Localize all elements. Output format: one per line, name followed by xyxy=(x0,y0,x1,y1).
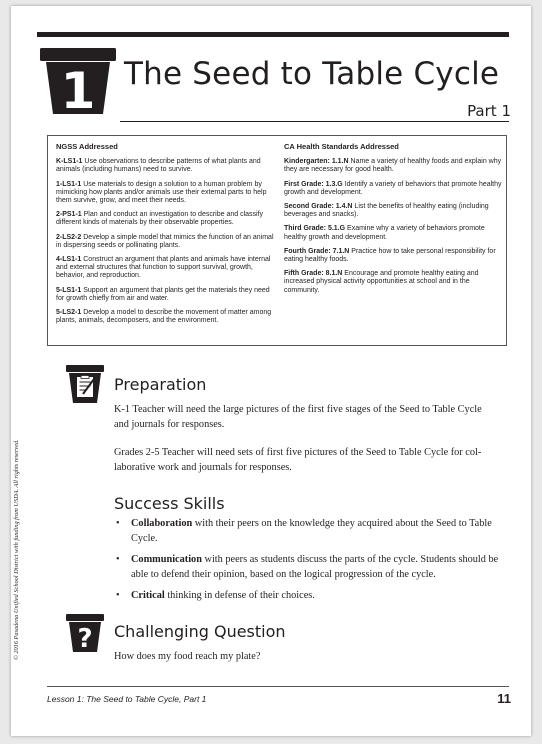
ngss-item: 4-LS1-1 Construct an argument that plants and animals have internal and external structures that function to support survival, growth, behavior, and reproduction. xyxy=(56,256,271,280)
ca-item: Fourth Grade: 7.1.N Practice how to take personal responsibility for eating healthy foods. xyxy=(284,247,496,264)
success-skills-heading: Success Skills xyxy=(114,494,225,513)
pot-clipboard-icon xyxy=(66,365,104,403)
lesson-part: Part 1 xyxy=(467,102,511,120)
challenging-question-heading: Challenging Question xyxy=(114,622,286,641)
page-number: 11 xyxy=(497,691,511,706)
list-item: • Communication with peers as students discuss the parts of the cycle. Students should be able to defend their opinion, based on the logical progression of the cycle. xyxy=(116,554,499,580)
ca-item: Fifth Grade: 8.1.N Encourage and promote healthy eating and increased physical activity opportunities at school and in the community. xyxy=(284,270,479,294)
pot-question-icon xyxy=(66,614,104,652)
standards-box xyxy=(47,135,507,346)
lesson-number: 1 xyxy=(60,62,96,114)
ca-item: Third Grade: 5.1.G Examine why a variety of behaviors promote healthy growth and development. xyxy=(284,225,485,241)
ca-health-column xyxy=(284,143,502,301)
preparation-paragraph: Grades 2-5 Teacher will need sets of first five pictures of the Seed to Table Cycle for col-laborative work and journals for responses. xyxy=(114,447,482,473)
title-underline xyxy=(120,121,509,122)
ngss-item: K-LS1-1 Use observations to describe patterns of what plants and animals (including humans) need to survive. xyxy=(56,158,261,174)
question-mark-glyph: ? xyxy=(77,624,93,652)
ca-heading: CA Health Standards Addressed xyxy=(284,142,399,151)
list-item: • Critical thinking in defense of their choices. xyxy=(116,590,315,601)
page-title: The Seed to Table Cycle xyxy=(124,56,500,92)
ngss-item: 2-LS2-2 Develop a simple model that mimics the function of an animal in dispersing seeds or pollinating plants. xyxy=(56,233,274,249)
success-skills-list xyxy=(114,516,499,609)
footer-rule xyxy=(47,686,509,687)
header-rule xyxy=(37,32,509,37)
ngss-column xyxy=(56,143,274,331)
challenging-question-text: How does my food reach my plate? xyxy=(114,651,261,662)
ngss-item: 5-LS1-1 Support an argument that plants get the materials they need for growth chiefly from air and water. xyxy=(56,286,270,302)
footer-lesson-label: Lesson 1: The Seed to Table Cycle, Part 1 xyxy=(47,694,207,704)
ca-item: Kindergarten: 1.1.N Name a variety of healthy foods and explain why they are necessary for good health. xyxy=(284,158,502,174)
ca-item: First Grade: 1.3.G Identify a variety of behaviors that promote healthy growth and development. xyxy=(284,180,502,196)
ca-item: Second Grade: 1.4.N List the benefits of healthy eating (including beverages and snacks). xyxy=(284,203,489,219)
ngss-item: 5-LS2-1 Develop a model to describe the movement of matter among plants, animals, decomposers, and the environment. xyxy=(56,309,272,325)
preparation-body xyxy=(114,402,494,475)
list-item: • Collaboration with their peers on the knowledge they acquired about the Seed to Table Cycle. xyxy=(116,518,492,544)
preparation-paragraph: K-1 Teacher will need the large pictures of the first five stages of the Seed to Table Cycle and journals for responses. xyxy=(114,404,482,430)
ngss-heading: NGSS Addressed xyxy=(56,142,118,151)
ngss-item: 1-LS1-1 Use materials to design a solution to a human problem by mimicking how plants and/or animals use their external parts to help them survive, grow, and meet their needs. xyxy=(56,180,267,205)
ngss-item: 2-PS1-1 Plan and conduct an investigation to describe and classify different kinds of materials by their observable properties. xyxy=(56,211,264,227)
flower-pot-icon xyxy=(40,48,116,114)
copyright-notice: © 2016 Pasadena Unified School District with funding from USDA. All rights reserved. xyxy=(13,439,20,660)
preparation-heading: Preparation xyxy=(114,375,207,394)
